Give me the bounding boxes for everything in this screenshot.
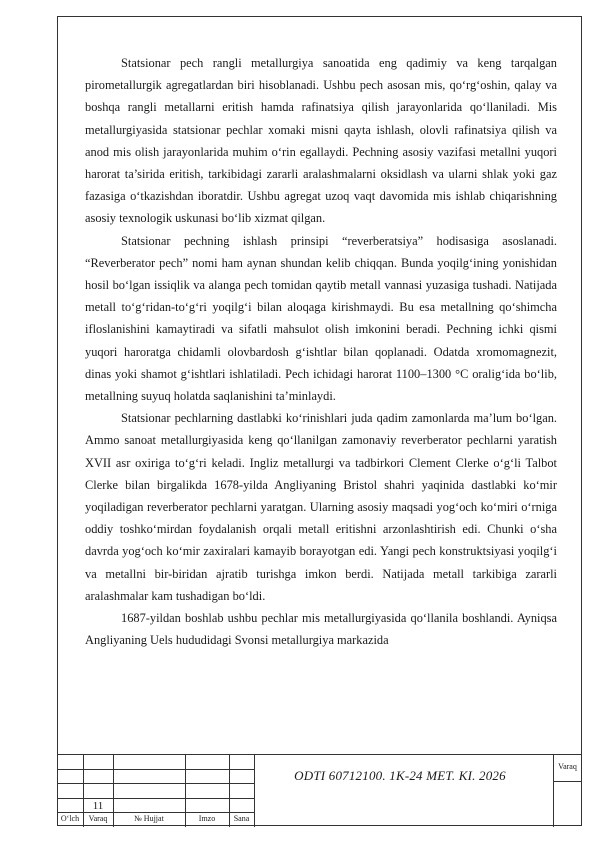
stamp-divider [254, 755, 255, 827]
col-sana: Sana [233, 814, 250, 823]
paragraph-4: 1687-yildan boshlab ushbu pechlar mis metallurgiyasida qo‘llanila boshlandi. Ayniqsa Angliyaning Uels hududidagi Svonsi metallurgiya markazida [85, 611, 557, 648]
document-body [85, 52, 557, 651]
paragraph-2: Statsionar pechning ishlash prinsipi “reverberatsiya” hodisasiga asoslanadi. “Reverberator pech” nomi ham aynan shundan kelib chiqqan. Bunda yoqilg‘ining yonishidan hosil bo‘lgan issiqlik va alanga pech tomidan qaytib metall vannasi yuzasiga tushadi. Natijada metall to‘g‘ridan-to‘g‘ri yoqilg‘i bilan aloqaga kirishmaydi. Bu esa metallning qo‘shimcha ifloslanishini kamaytiradi va sifatli mahsulot olish imkonini beradi. Pechning ichki qismi yuqori haroratga chidamli olovbardosh g‘ishtlar bilan qoplanadi. Odatda xromomagnezit, dinas yoki shamot g‘ishtlari ishlatiladi. Pech ichidagi harorat 1100–1300 °C oralig‘ida bo‘lib, metallning suyuq holatda saqlanishini ta’minlaydi. [85, 233, 557, 404]
paragraph-1: Statsionar pech rangli metallurgiya sanoatida eng qadimiy va keng tarqalgan pirometallurgik agregatlardan biri hisoblanadi. Ushbu pech asosan mis, qo‘rg‘oshin, qalay va boshqa rangli metallarni eritish hamda rafinatsiya qilish jarayonlarida qo‘llaniladi. Mis metallurgiyasida statsionar pechlar xomaki misni qayta ishlash, olovli rafinatsiya qilish va anod mis olish jarayonlarida muhim o‘rin egallaydi. Pechning asosiy vazifasi metallni yuqori harorat ta’sirida eritish, tarkibidagi zararli aralashmalarni oksidlash va ularni shlak yoki gaz fazasiga o‘tkazishdan iboratdir. Ushbu agregat uzoq vaqt davomida mis ishlab chiqarishning asosiy texnologik uskunasi bo‘lib xizmat qilgan. [85, 56, 557, 226]
stamp-row-line [553, 781, 582, 782]
col-imzo: Imzo [198, 814, 216, 823]
stamp-row-line [57, 769, 254, 770]
col-hujjat: № Hujjat [134, 814, 164, 823]
stamp-row-line [57, 798, 254, 799]
varaq-label: Varaq [558, 762, 577, 771]
title-block-stamp [57, 754, 582, 827]
paragraph-3: Statsionar pechlarning dastlabki ko‘rinishlari juda qadim zamonlarda ma’lum bo‘lgan. Ammo sanoat metallurgiyasida keng qo‘llanilgan zamonaviy reverberator pechlarni yaratish XVII asr oxiriga to‘g‘ri keladi. Ingliz metallurgi va tadbirkori Clement Clerke o‘g‘li Talbot Clerke bilan birgalikda 1678-yilda Angliyaning Bristol shahri yaqinida dastlabki ko‘mir yoqiladigan reverberator pechlarni yaratgan. Ularning asosiy maqsadi yog‘och ko‘miri o‘rniga oddiy toshko‘mirdan foydalanish orqali metall eritishni arzonlashtirish edi. Chunki o‘sha davrda yog‘och ko‘mir zaxiralari kamayib borayotgan edi. Yangi pech konstruktsiyasi yoqilg‘i va metallni bir-biridan ajratib turishga imkon berdi. Natijada metall tarkibiga zararli aralashmalar kam tushadigan bo‘ldi. [85, 411, 557, 603]
stamp-row-line [57, 783, 254, 784]
stamp-row-line [57, 812, 254, 813]
col-varaq: Varaq [88, 814, 108, 823]
col-olch: O‘lch [60, 814, 80, 823]
page-number: 11 [92, 800, 104, 812]
document-code: ODTI 60712100. 1K-24 MET. KI. 2026 [294, 768, 506, 783]
